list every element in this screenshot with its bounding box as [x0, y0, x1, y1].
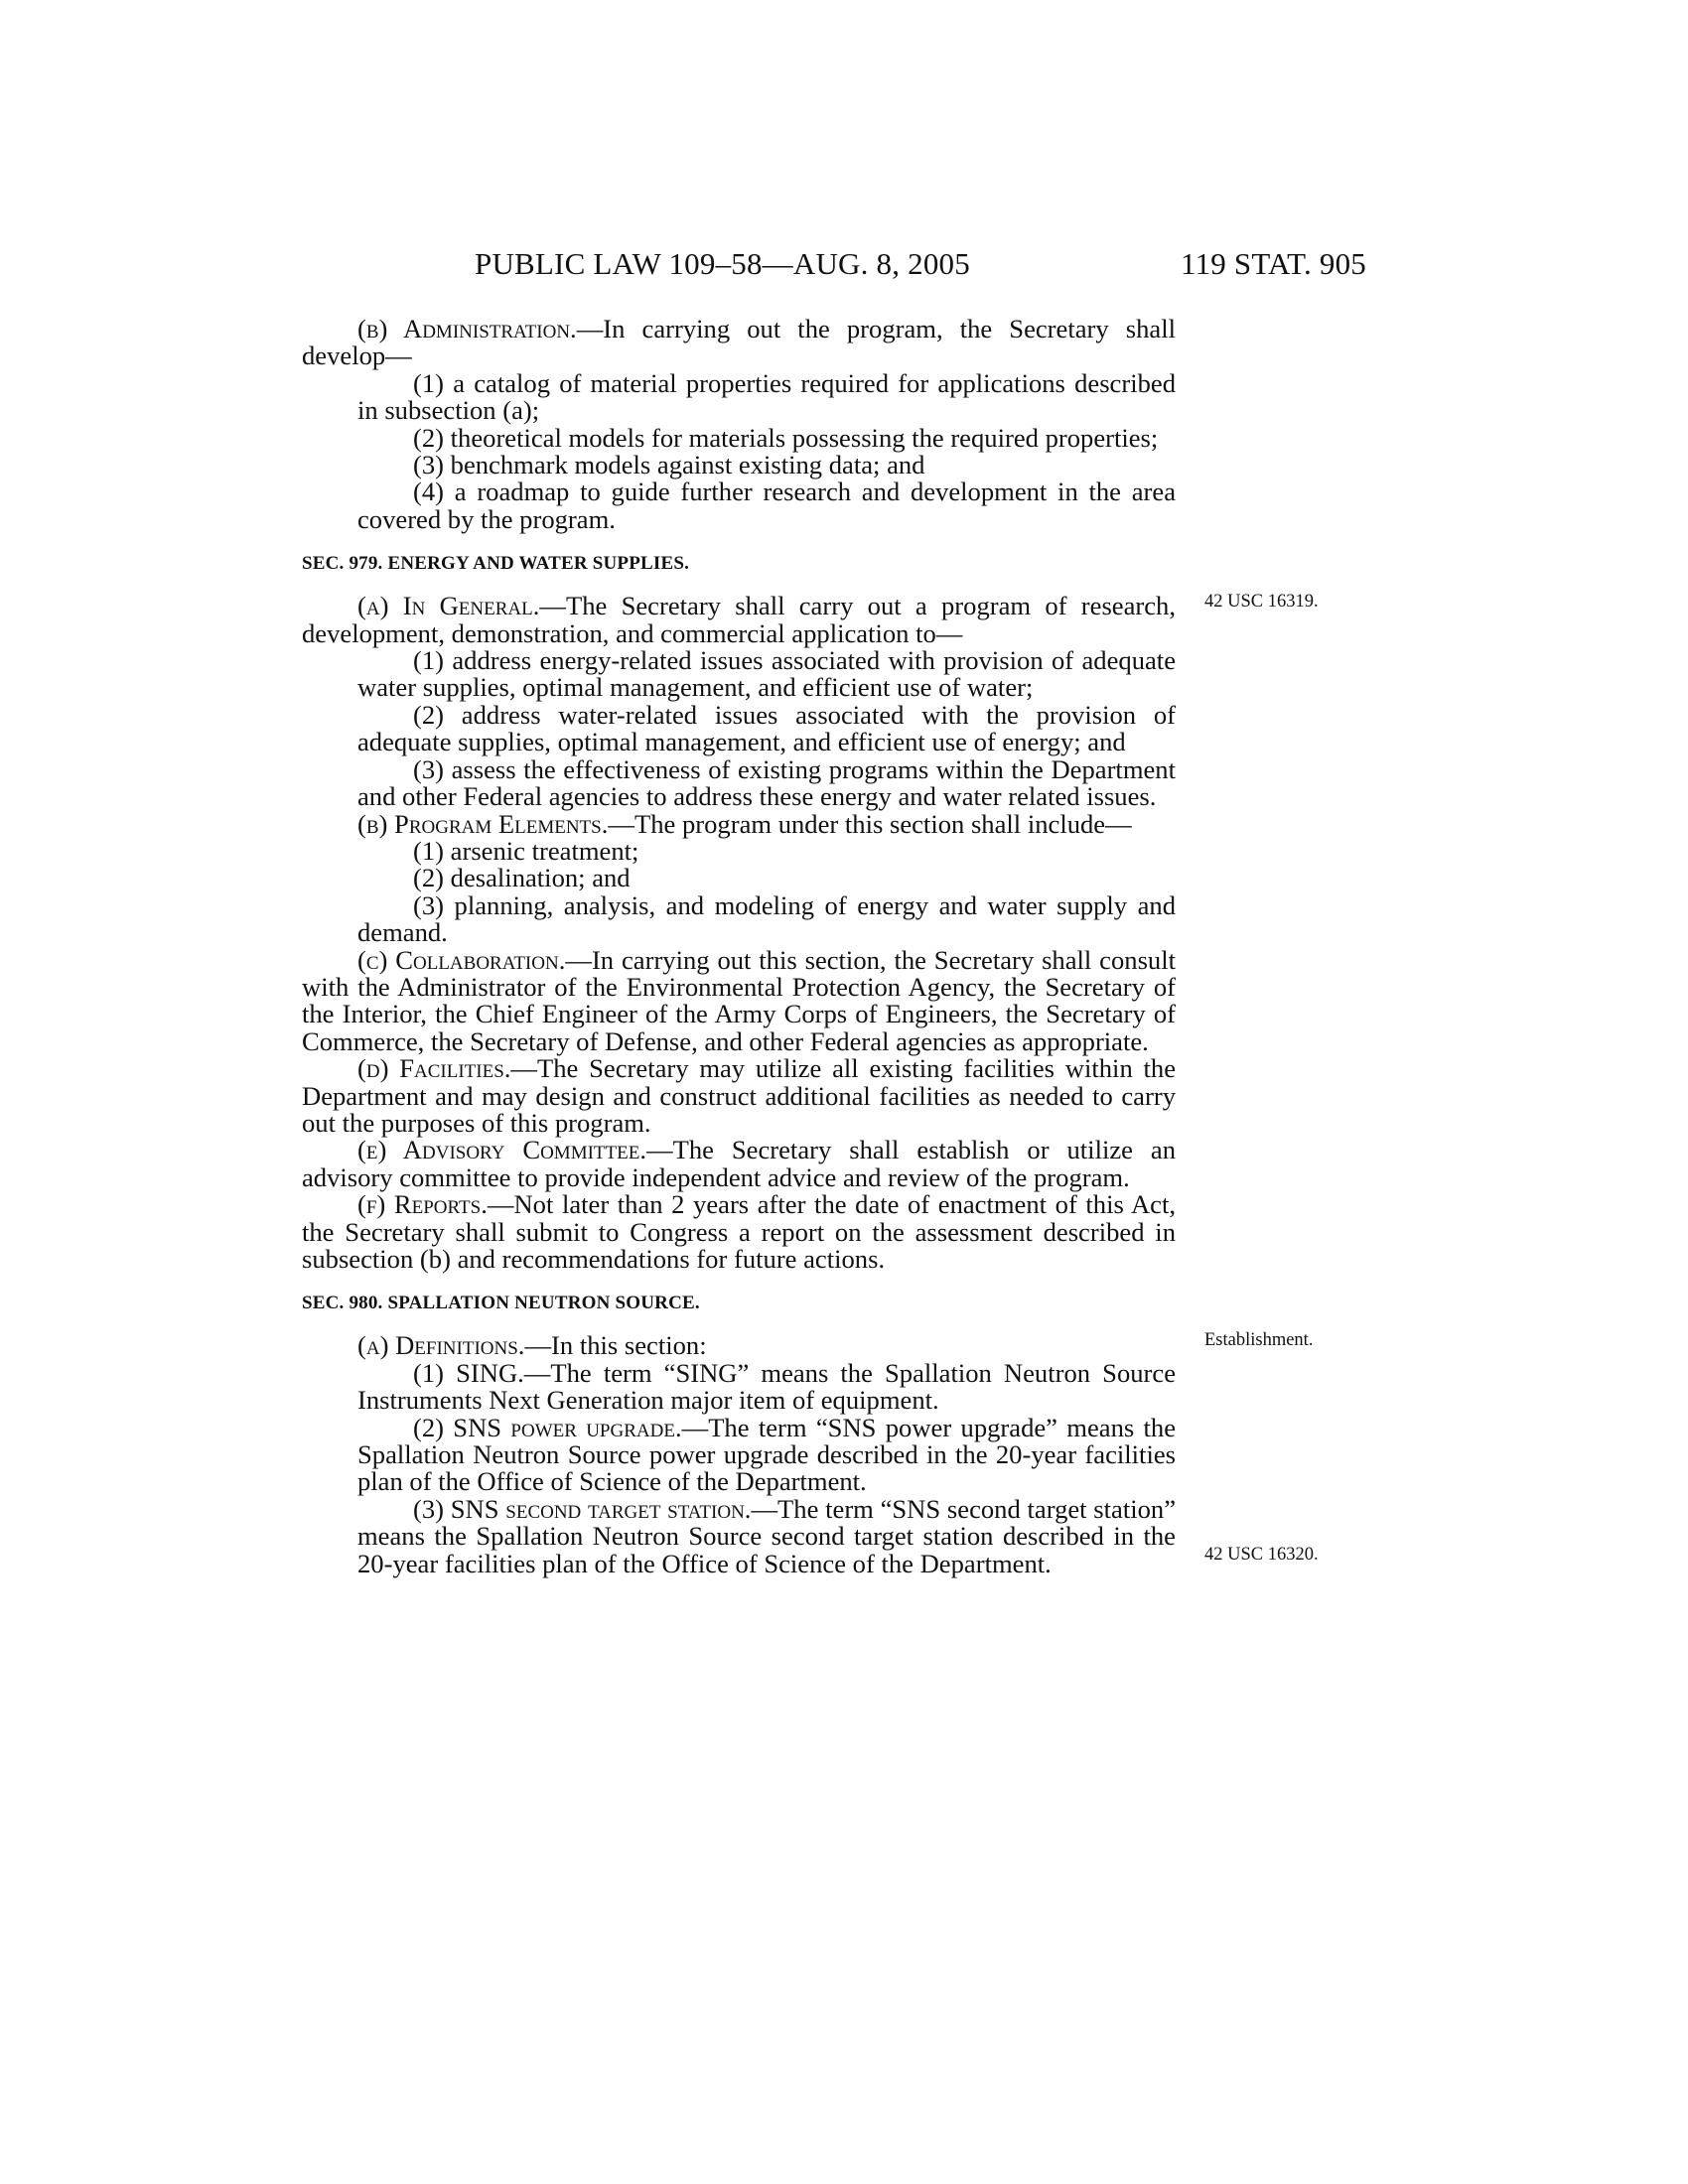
paragraph-979-b: [302, 808, 1176, 839]
paragraph-979-a: [302, 593, 1176, 647]
term-prefix: (2) SNS: [413, 1412, 511, 1442]
subsection-label: (d) Facilities.: [357, 1053, 511, 1084]
paragraph-980-a3: [302, 1493, 1177, 1578]
page-title: PUBLIC LAW 109–58—AUG. 8, 2005: [475, 246, 970, 281]
paragraph-980-a: [302, 1332, 1176, 1359]
paragraph-text: —In carrying out this section, the Secretary shall consult with the Administrator of the Environmental Protection Agency, the Secretary of the Interior, the Chief Engineer of the Army Corps of Engineers, the Secretary of Commerce, the Secretary of Defense, and other Federal agencies as appropriate.: [302, 944, 1176, 1056]
margin-citation-979: 42 USC 16319.: [1204, 592, 1319, 612]
paragraph-b3: (3) benchmark models against existing data; and: [413, 450, 925, 480]
running-head: [0, 246, 1688, 286]
document-body: [302, 316, 1176, 1577]
section-heading-979: SEC. 979. ENERGY AND WATER SUPPLIES.: [302, 553, 690, 575]
paragraph-text: —In carrying out the program, the Secretary shall develop—: [302, 314, 1177, 371]
paragraph-980-a1: (1) SING.—The term “SING” means the Spallation Neutron Source Instruments Next Generation major item of equipment.: [357, 1357, 1176, 1416]
paragraph-text: —The term “SNS second target station” means the Spallation Neutron Source second target station described in the 20-year facilities plan of the Office of Science of the Department.: [357, 1493, 1177, 1578]
paragraph-979-e: [302, 1137, 1176, 1191]
page-reference: 119 STAT. 905: [1181, 246, 1366, 281]
paragraph-979-a1: (1) address energy-related issues associated with provision of adequate water supplies, optimal management, and efficient use of water;: [357, 645, 1176, 703]
subsection-label: (b) Administration.: [357, 314, 577, 343]
section-heading-980: SEC. 980. SPALLATION NEUTRON SOURCE.: [302, 1293, 700, 1314]
term-smallcaps: second target station.: [505, 1493, 752, 1524]
subsection-label: (a) In General.: [357, 591, 540, 621]
paragraph-979-c: [302, 944, 1176, 1056]
paragraph-b2: (2) theoretical models for materials possessing the required properties;: [413, 422, 1159, 453]
paragraph-text: —The Secretary shall carry out a program of research, development, demonstration, and commercial application to—: [302, 591, 1177, 648]
paragraph-979-b2: (2) desalination; and: [413, 863, 631, 893]
paragraph-980-a2: [302, 1412, 1177, 1497]
paragraph-text: —The Secretary may utilize all existing facilities within the Department and may design and construct additional facilities as needed to carry out the purposes of this program.: [302, 1053, 1177, 1138]
paragraph-979-a3: (3) assess the effectiveness of existing programs within the Department and other Federal agencies to address these energy and water related issues.: [357, 753, 1176, 812]
margin-note-establishment: Establishment.: [1204, 1330, 1314, 1350]
subsection-label: (c) Collaboration.: [357, 944, 566, 975]
subsection-label: (e) Advisory Committee.: [357, 1135, 646, 1165]
paragraph-b1: (1) a catalog of material properties required for applications described in subsection (a);: [357, 367, 1176, 426]
paragraph-text: —The term “SNS power upgrade” means the Spallation Neutron Source power upgrade described in the 20-year facilities plan of the Office of Science of the Department.: [357, 1412, 1177, 1497]
margin-citation-980: 42 USC 16320.: [1204, 1545, 1319, 1565]
paragraph-979-f: [302, 1191, 1176, 1273]
subsection-label: (b) Program Elements.: [357, 808, 609, 839]
paragraph-text: —The Secretary shall establish or utilize an advisory committee to provide independent advice and review of the program.: [302, 1135, 1176, 1192]
paragraph-b4: (4) a roadmap to guide further research and development in the area covered by the program.: [357, 477, 1176, 534]
paragraph-979-a2: (2) address water-related issues associated with the provision of adequate supplies, optimal management, and efficient use of energy; and: [357, 699, 1176, 757]
paragraph-979-b3: (3) planning, analysis, and modeling of energy and water supply and demand.: [357, 889, 1176, 948]
term-prefix: (3) SNS: [413, 1493, 506, 1524]
subsection-label: (f) Reports.: [357, 1189, 488, 1220]
subsection-label: (a) Definitions.: [357, 1330, 525, 1361]
paragraph-979-b1: (1) arsenic treatment;: [413, 835, 639, 866]
paragraph-text: —Not later than 2 years after the date of enactment of this Act, the Secretary shall submit to Congress a report on the assessment described in subsection (b) and recommendations for future actions.: [302, 1189, 1176, 1274]
paragraph-979-d: [302, 1055, 1176, 1137]
paragraph-b-administration: [302, 316, 1176, 370]
paragraph-text: —The program under this section shall include—: [608, 808, 1132, 839]
term-smallcaps: power upgrade.: [510, 1412, 682, 1442]
paragraph-text: —In this section:: [524, 1330, 707, 1361]
